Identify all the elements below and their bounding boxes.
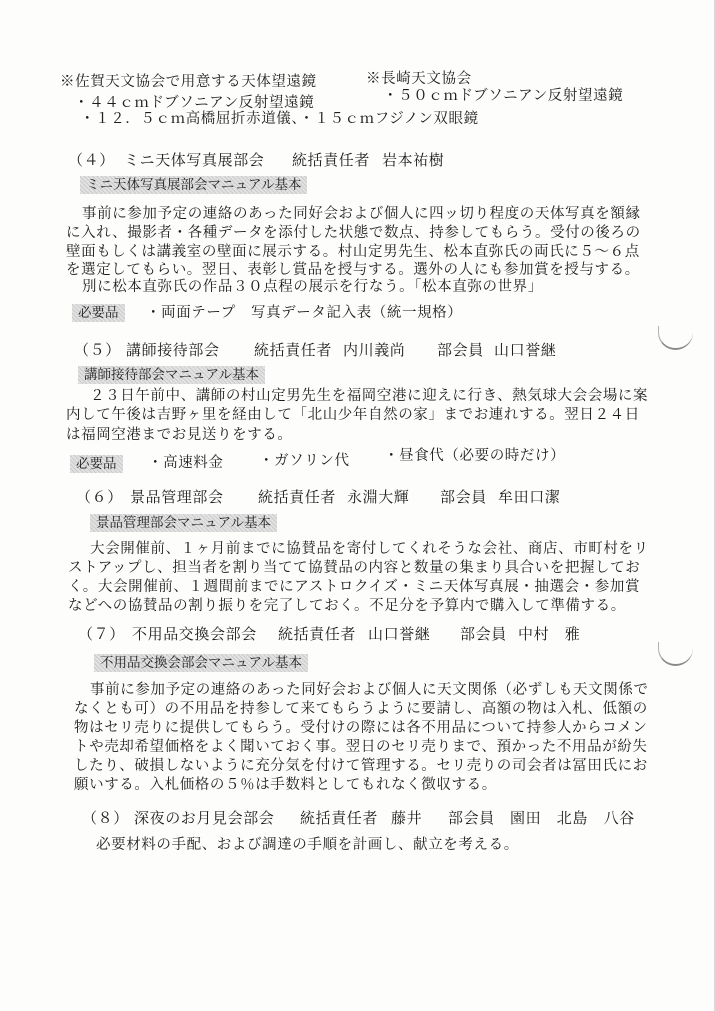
member-label: 部会員 [437,341,484,359]
needs-item: ・高速料金 [148,455,224,471]
section-number: （４） [68,151,115,169]
section-leader: 岩本祐樹 [382,151,445,169]
paragraph-line: 壁面もしくは講義室の壁面に展示する。村山定男先生、松本直弥氏の両氏に５〜６点 [66,244,640,260]
paragraph-line: ２３日午前中、講師の村山定男先生を福岡空港に迎えに行き、熱気球大会会場に案 [90,388,649,404]
paragraph-line: 事前に参加予定の連絡のあった同好会および個人に四ッ切り程度の天体写真を額縁 [82,206,641,222]
saga-telescope-item: ・１２．５ｃｍ高橋屈折赤道儀、・１５ｃｍフジノン双眼鏡 [80,111,479,127]
manual-heading: 不用品交換会部会マニュアル基本 [94,654,308,672]
manual-heading: 講師接待部会マニュアル基本 [78,366,265,384]
manual-heading: 景品管理部会マニュアル基本 [90,514,277,532]
paragraph-line: 物はセリ売りに提供してもらう。受付けの際には各不用品について持参人からコメン [74,720,648,736]
needs-label: 必要品 [72,304,125,322]
section-name: ミニ天体写真展部会 [124,151,265,169]
section-number: （７） [78,625,125,643]
paragraph-line: は福岡空港までお見送りをする。 [66,427,293,443]
section-name: 景品管理部会 [130,488,224,506]
paragraph-line: トや売却希望価格をよく聞いておく事。翌日のセリ売りまで、預かった不用品が紛失 [74,739,648,755]
section-name: 深夜のお月見会部会 [134,809,275,827]
needs-item: ・ガソリン代 [259,453,350,469]
section-role-label: 統括責任者 [258,488,337,506]
nagasaki-telescope-heading: ※長崎天文協会 [366,71,472,87]
section-role-label: 統括責任者 [254,341,333,359]
saga-telescope-item: ・４４ｃｍドブソニアン反射望遠鏡 [74,95,315,111]
section-leader: 山口誉継 [368,625,431,643]
section-number: （６） [76,488,123,506]
section-leader: 藤井 [391,809,423,827]
paragraph-line: 大会開催前、１ヶ月前までに協賛品を寄付してくれそうな会社、商店、市町村をリ [90,541,649,557]
paragraph-line: したり、破損しないように充分気を付けて管理する。セリ売りの司会者は冨田氏にお [74,758,648,774]
paragraph-line: 願いする。入札価格の５％は手数料としてもれなく徴収する。 [74,777,497,793]
paragraph-line: 必要材料の手配、および調達の手順を計画し、献立を考える。 [96,837,519,853]
needs-label: 必要品 [70,455,123,473]
section-leader: 内川義尚 [343,341,406,359]
paragraph-line: 別に松本直弥氏の作品３０点程の展示を行なう。「松本直弥の世界」 [82,279,543,295]
section-number: （８） [82,809,129,827]
members: 牟田口潔 [498,488,561,506]
paragraph-line: く。大会開催前、１週間前までにアストロクイズ・ミニ天体写真展・抽選会・参加賞 [68,579,641,595]
members: 山口誉継 [494,341,557,359]
section-role-label: 統括責任者 [300,809,379,827]
section-name: 講師接待部会 [126,341,220,359]
binder-hole-mark [658,642,693,666]
member-label: 部会員 [448,809,495,827]
section-name: 不用品交換会部会 [132,625,257,643]
manual-heading: ミニ天体写真展部会マニュアル基本 [80,176,307,194]
paragraph-line: なくとも可）の不用品を持参して来てもらうように要請し、高額の物は入札、低額の [74,701,648,717]
paragraph-line: を選定してもらい。翌日、表彰し賞品を授与する。選外の人にも参加賞を授与する。 [66,262,640,278]
needs-item: ・昼食代（必要の時だけ） [384,448,566,464]
section-leader: 永淵大輝 [347,488,410,506]
saga-telescope-heading: ※佐賀天文協会で用意する天体望遠鏡 [60,74,317,90]
members: 園田 北島 八谷 [510,809,635,827]
binder-hole-mark [658,326,693,350]
member-label: 部会員 [440,488,487,506]
paragraph-line: に入れ、撮影者・各種データを添付した状態で数点、持参してもらう。受付の後ろの [66,225,641,241]
section-number: （５） [74,341,121,359]
paragraph-line: 事前に参加予定の連絡のあった同好会および個人に天文関係（必ずしも天文関係で [90,682,649,698]
nagasaki-telescope-item: ・５０ｃｍドブソニアン反射望遠鏡 [383,88,624,104]
paragraph-line: などへの協賛品の割り振りを完了しておく。不足分を予算内で購入して準備する。 [68,598,626,614]
member-label: 部会員 [460,625,507,643]
section-role-label: 統括責任者 [292,151,371,169]
paragraph-line: ストアップし、担当者を割り当てて協賛品の内容と数量の集まり具合いを把握してお [68,560,641,576]
section-role-label: 統括責任者 [278,625,357,643]
members: 中村 雅 [518,625,581,643]
paragraph-line: 内して午後は吉野ヶ里を経由して「北山少年自然の家」までお連れする。翌日２４日 [66,407,640,423]
needs-list: ・両面テープ 写真データ記入表（統一規格） [146,305,463,321]
